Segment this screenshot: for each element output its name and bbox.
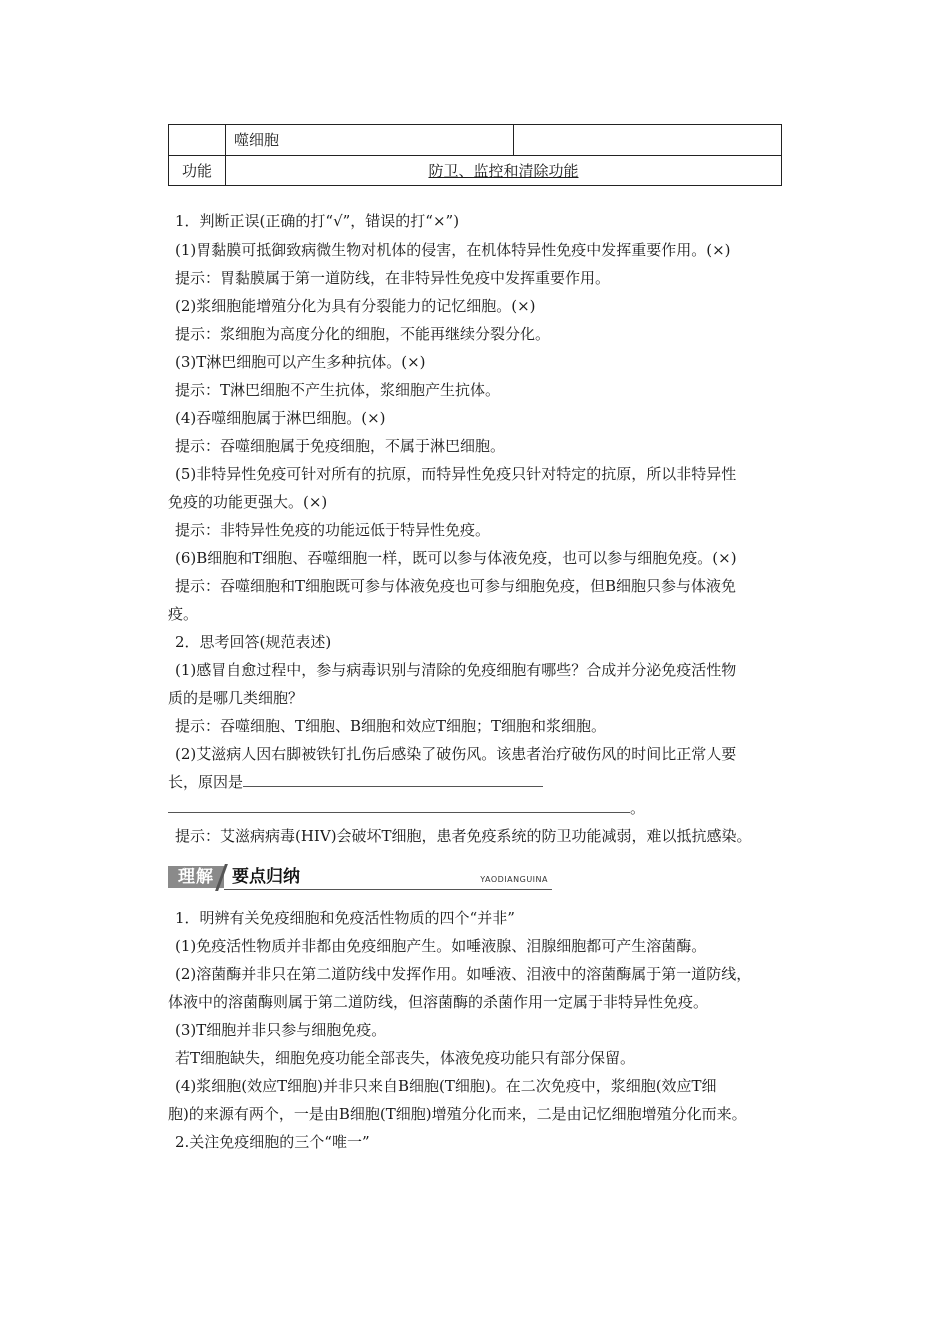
statement: (1)胃黏膜可抵御致病微生物对机体的侵害，在机体特异性免疫中发挥重要作用。(×) xyxy=(175,241,731,259)
section-banner xyxy=(168,866,552,890)
table-cell xyxy=(514,125,782,156)
statement: (6)B细胞和T细胞、吞噬细胞一样，既可以参与体液免疫，也可以参与细胞免疫。(×) xyxy=(175,549,737,567)
statement: (4)吞噬细胞属于淋巴细胞。(×) xyxy=(175,409,386,427)
statement-continued: 免疫的功能更强大。(×) xyxy=(168,493,328,511)
banner-rule xyxy=(224,889,552,890)
immune-cell-table xyxy=(168,124,782,186)
table-cell xyxy=(169,125,226,156)
answer-blank xyxy=(168,798,630,813)
hint: 提示：胃黏膜属于第一道防线，在非特异性免疫中发挥重要作用。 xyxy=(175,269,611,287)
function-text: 防卫、监控和清除功能 xyxy=(428,161,579,180)
banner-pinyin: YAODIANGUINA xyxy=(480,875,548,884)
point: (2)溶菌酶并非只在第二道防线中发挥作用。如唾液、泪液中的溶菌酶属于第一道防线， xyxy=(175,965,752,983)
hint: 提示：艾滋病病毒(HIV)会破坏T细胞，患者免疫系统的防卫功能减弱，难以抵抗感染。 xyxy=(175,827,752,845)
point-heading: 1．明辨有关免疫细胞和免疫活性物质的四个“并非” xyxy=(175,909,515,927)
statement: (5)非特异性免疫可针对所有的抗原，而特异性免疫只针对特定的抗原，所以非特异性 xyxy=(175,465,737,483)
question-heading: 2．思考回答(规范表述) xyxy=(175,633,332,651)
hint: 提示：吞噬细胞和T细胞既可参与体液免疫也可参与细胞免疫，但B细胞只参与体液免 xyxy=(175,577,737,595)
table-cell-function-label: 功能 xyxy=(169,155,226,186)
point: (3)T细胞并非只参与细胞免疫。 xyxy=(175,1021,387,1039)
point-heading: 2.关注免疫细胞的三个“唯一” xyxy=(175,1133,370,1151)
point: (4)浆细胞(效应T细胞)并非只来自B细胞(T细胞)。在二次免疫中，浆细胞(效应T细 xyxy=(175,1077,717,1095)
banner-title: 要点归纳 xyxy=(232,867,300,887)
table-row xyxy=(169,125,782,156)
point-detail: 若T细胞缺失，细胞免疫功能全部丧失，体液免疫功能只有部分保留。 xyxy=(175,1049,636,1067)
statement: (2)浆细胞能增殖分化为具有分裂能力的记忆细胞。(×) xyxy=(175,297,536,315)
hint: 提示：T淋巴细胞不产生抗体，浆细胞产生抗体。 xyxy=(175,381,501,399)
table-row xyxy=(169,155,782,186)
question: (2)艾滋病人因右脚被铁钉扎伤后感染了破伤风。该患者治疗破伤风的时间比正常人要 xyxy=(175,745,737,763)
point: (1)免疫活性物质并非都由免疫细胞产生。如唾液腺、泪腺细胞都可产生溶菌酶。 xyxy=(175,937,707,955)
question-continued: 质的是哪几类细胞？ xyxy=(168,689,304,707)
answer-line-2 xyxy=(168,798,808,818)
answer-prefix: 长，原因是 xyxy=(168,773,244,791)
point-continued: 体液中的溶菌酶则属于第二道防线，但溶菌酶的杀菌作用一定属于非特异性免疫。 xyxy=(168,993,709,1011)
question-heading: 1．判断正误(正确的打“√”，错误的打“×”) xyxy=(175,212,460,230)
hint: 提示：浆细胞为高度分化的细胞，不能再继续分裂分化。 xyxy=(175,325,551,343)
hint: 提示：非特异性免疫的功能远低于特异性免疫。 xyxy=(175,521,491,539)
answer-period: 。 xyxy=(630,799,646,817)
hint-continued: 疫。 xyxy=(168,605,199,623)
question: (1)感冒自愈过程中，参与病毒识别与清除的免疫细胞有哪些？合成并分泌免疫活性物 xyxy=(175,661,737,679)
banner-label: 理解 xyxy=(168,866,224,888)
statement: (3)T淋巴细胞可以产生多种抗体。(×) xyxy=(175,353,426,371)
table-cell-function-value xyxy=(226,155,782,186)
point-continued: 胞)的来源有两个，一是由B细胞(T细胞)增殖分化而来，二是由记忆细胞增殖分化而来。 xyxy=(168,1105,747,1123)
answer-blank xyxy=(243,772,543,787)
hint: 提示：吞噬细胞属于免疫细胞，不属于淋巴细胞。 xyxy=(175,437,506,455)
table-cell: 噬细胞 xyxy=(226,125,514,156)
answer-line xyxy=(168,772,808,792)
hint: 提示：吞噬细胞、T细胞、B细胞和效应T细胞；T细胞和浆细胞。 xyxy=(175,717,607,735)
